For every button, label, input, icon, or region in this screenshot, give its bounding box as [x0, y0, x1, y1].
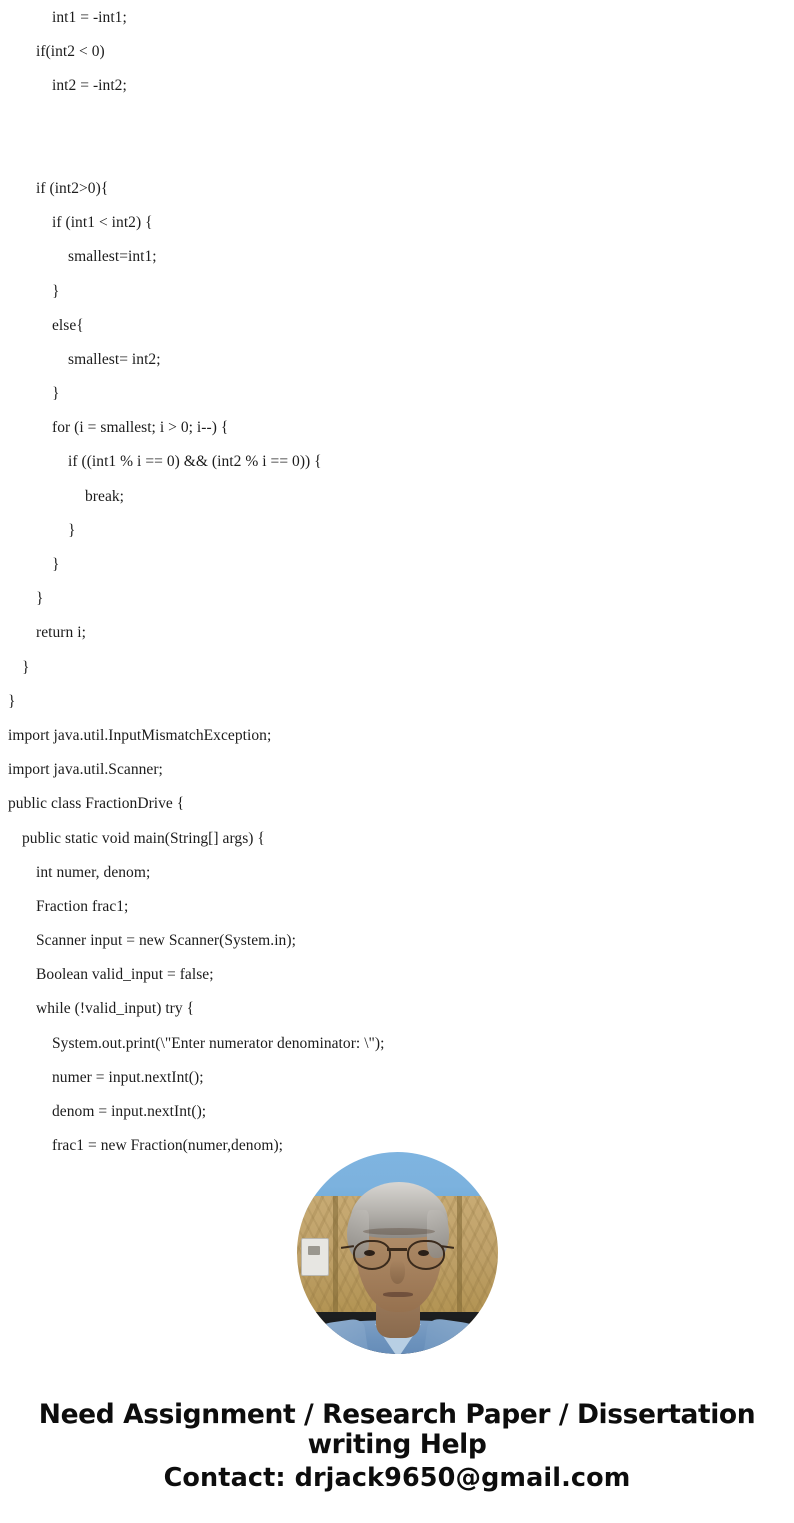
code-line: } — [52, 385, 60, 403]
footer-headline: Need Assignment / Research Paper / Dissertation writing Help — [38, 1399, 756, 1460]
footer-contact: Contact: drjack9650@gmail.com — [163, 1463, 631, 1493]
avatar-brow — [363, 1228, 435, 1235]
avatar-wall-seam-right — [457, 1196, 462, 1324]
avatar-mouth — [383, 1292, 413, 1297]
code-line: } — [52, 556, 60, 573]
avatar-wall-switch — [301, 1238, 329, 1276]
code-line: if (int2>0){ — [36, 179, 109, 197]
code-line: for (i = smallest; i > 0; i--) { — [52, 419, 229, 437]
avatar — [297, 1152, 498, 1354]
code-line: } — [22, 658, 30, 676]
avatar-nose — [390, 1260, 405, 1284]
code-line: return i; — [36, 624, 86, 642]
footer — [0, 1400, 794, 1494]
code-line: Fraction frac1; — [36, 897, 129, 915]
code-line: int2 = -int2; — [52, 77, 127, 95]
code-line: while (!valid_input) try { — [36, 1000, 195, 1018]
code-line: } — [36, 590, 44, 608]
code-line: import java.util.InputMismatchException; — [8, 726, 272, 744]
code-line: } — [8, 692, 16, 710]
avatar-eye-left — [364, 1250, 375, 1256]
code-line: else{ — [52, 316, 84, 334]
code-line: import java.util.Scanner; — [8, 761, 163, 779]
code-line: numer = input.nextInt(); — [52, 1068, 204, 1086]
code-line: smallest= int2; — [68, 350, 161, 368]
avatar-glasses-bridge — [387, 1248, 407, 1251]
avatar-wall-seam-left — [333, 1196, 338, 1324]
code-line: if ((int1 % i == 0) && (int2 % i == 0)) { — [68, 453, 322, 471]
code-line: } — [52, 282, 60, 300]
code-line: int1 = -int1; — [52, 9, 127, 26]
avatar-circle — [297, 1152, 498, 1354]
code-line: public static void main(String[] args) { — [22, 829, 265, 847]
code-line: int numer, denom; — [36, 863, 151, 881]
code-line: smallest=int1; — [68, 248, 157, 266]
code-line: System.out.print(\"Enter numerator denominator: \"); — [52, 1034, 385, 1052]
code-line: denom = input.nextInt(); — [52, 1103, 207, 1120]
code-line: public class FractionDrive { — [8, 795, 185, 813]
code-line: if(int2 < 0) — [36, 43, 105, 61]
code-line: } — [68, 521, 76, 539]
code-line: break; — [85, 487, 125, 505]
code-line: Scanner input = new Scanner(System.in); — [36, 932, 296, 950]
code-line-blank — [0, 138, 794, 172]
code-line-blank — [0, 104, 794, 138]
code-line: frac1 = new Fraction(numer,denom); — [52, 1137, 284, 1155]
code-line: Boolean valid_input = false; — [36, 966, 214, 984]
avatar-eye-right — [418, 1250, 429, 1256]
code-line: if (int1 < int2) { — [52, 214, 153, 232]
